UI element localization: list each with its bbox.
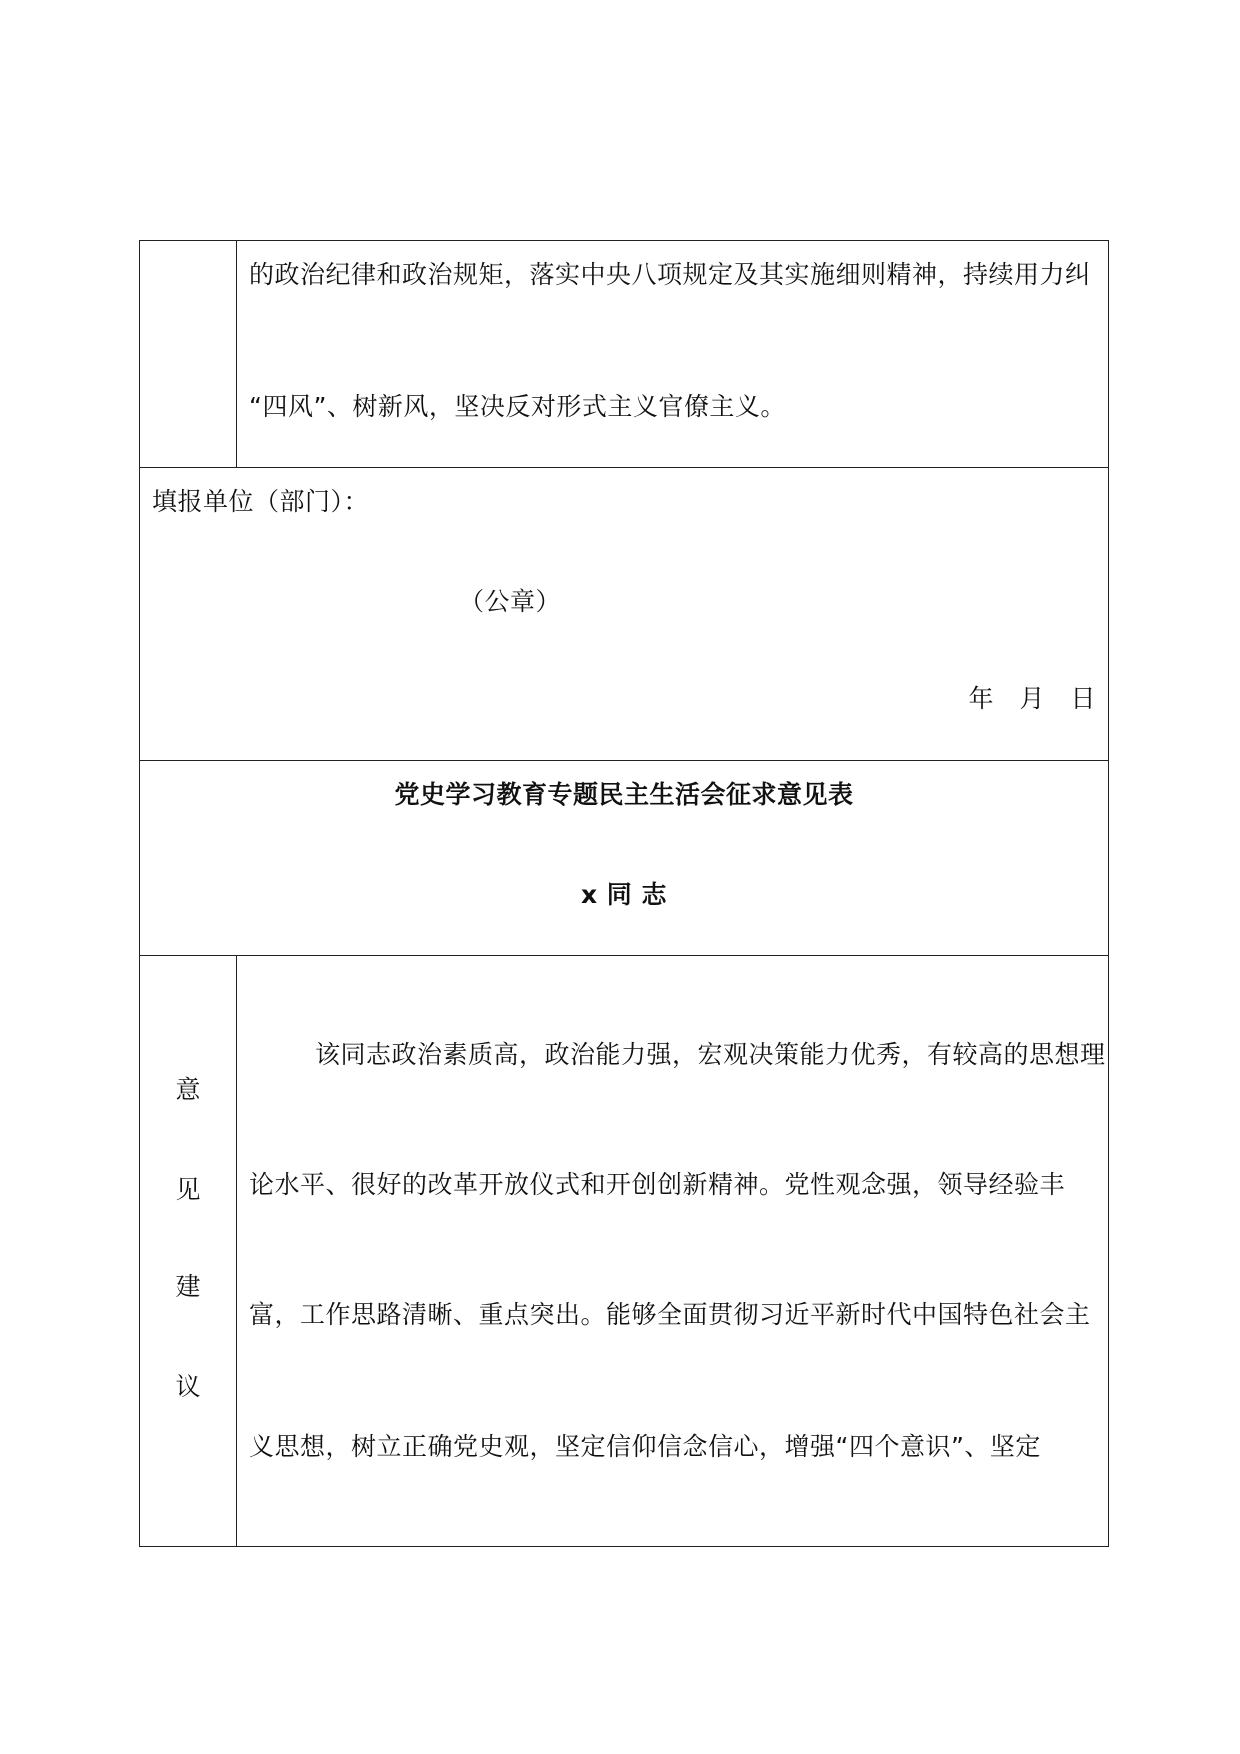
opinion-label-char-4: 议 [175,1372,201,1401]
opinion-label-char-3: 建 [175,1272,201,1301]
official-seal-label: （公章） [459,587,562,616]
date-label: 年 月 日 [968,684,1096,713]
opinion-text-line-2: 论水平、很好的改革开放仪式和开创创新精神。党性观念强，领导经验丰 [249,1170,1066,1199]
subject-name: x 同 志 [580,880,668,909]
form-title: 党史学习教育专题民主生活会征求意见表 [394,780,854,809]
row-divider-3 [139,955,1109,956]
opinion-text-line-3: 富，工作思路清晰、重点突出。能够全面贯彻习近平新时代中国特色社会主 [249,1300,1091,1329]
opinion-text-line-4: 义思想，树立正确党史观，坚定信仰信念信心，增强“四个意识”、坚定 [249,1432,1041,1461]
top-text-line-2: “四风”、树新风，坚决反对形式主义官僚主义。 [249,392,786,421]
column-divider-bottom [236,955,237,1547]
row-divider-1 [139,467,1109,468]
row-divider-2 [139,760,1109,761]
opinion-text-line-1: 该同志政治素质高，政治能力强，宏观决策能力优秀，有较高的思想理 [315,1040,1106,1069]
top-text-line-1: 的政治纪律和政治规矩，落实中央八项规定及其实施细则精神，持续用力纠 [249,260,1091,289]
opinion-label-char-1: 意 [175,1075,201,1104]
reporting-unit-label: 填报单位（部门）： [152,487,370,516]
column-divider-top [236,240,237,467]
opinion-label-char-2: 见 [175,1175,201,1204]
